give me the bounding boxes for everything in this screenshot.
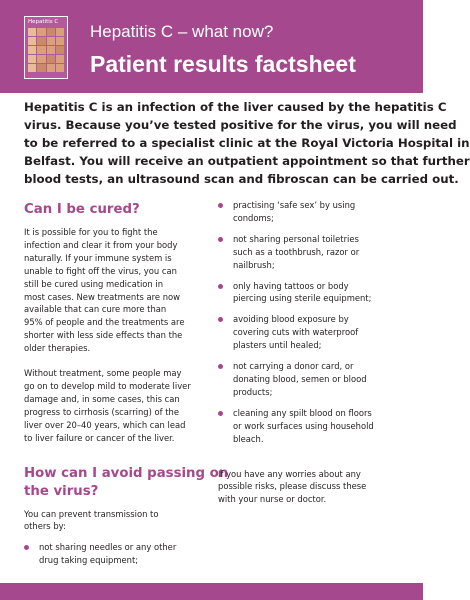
leaflet-cover-thumbnail xyxy=(24,16,68,79)
header-subtitle: Hepatitis C – what now? xyxy=(90,22,274,41)
list-item xyxy=(218,280,400,306)
list-item xyxy=(218,199,400,225)
text-line: naturally. If your immune system is xyxy=(24,252,172,263)
text-line: It is possible for you to fight the xyxy=(24,227,158,237)
closing-paragraph xyxy=(218,468,400,507)
right-column xyxy=(218,199,400,506)
left-column xyxy=(24,201,229,567)
text-line: Without treatment, some people may xyxy=(24,368,182,379)
list-item xyxy=(218,360,400,399)
text-line: liver over 20–40 years, which can lead xyxy=(24,419,186,430)
text-line: not carrying a donor card, or xyxy=(233,361,354,372)
text-line: practising ‘safe sex’ by using xyxy=(233,200,356,210)
text-line: unable to fight off the virus, you can xyxy=(24,265,177,276)
text-line: available that can cure more than xyxy=(24,304,167,315)
intro-line: virus. Because you’ve tested positive for the virus, you will need xyxy=(24,118,457,132)
list-item xyxy=(218,407,400,446)
text-line: condoms; xyxy=(233,212,274,223)
text-line: cleaning any spilt blood on floors xyxy=(233,407,372,418)
list-item xyxy=(24,541,204,567)
intro-line: blood tests, an ultrasound scan and fibroscan can be carried out. xyxy=(24,172,459,186)
text-line: donating blood, semen or blood xyxy=(233,373,367,384)
text-line: avoiding blood exposure by xyxy=(233,314,349,325)
intro-line: to be referred to a specialist clinic at the Royal Victoria Hospital in xyxy=(24,136,470,150)
text-line: plasters until healed; xyxy=(233,340,322,351)
bullet-icon xyxy=(218,364,223,369)
text-line: infection and clear it from your body xyxy=(24,239,178,250)
bullet-icon xyxy=(218,411,223,416)
text-line: most cases. New treatments are now xyxy=(24,291,180,302)
intro-paragraph xyxy=(24,98,470,188)
text-line: not sharing personal toiletries xyxy=(233,233,359,244)
text-line: shorter with less side effects than the xyxy=(24,330,183,341)
text-line: with your nurse or doctor. xyxy=(218,494,327,505)
text-line: possible risks, please discuss these xyxy=(218,481,367,492)
text-line: 95% of people and the treatments are xyxy=(24,317,185,328)
section-heading-cured: Can I be cured? xyxy=(24,202,140,217)
bullet-icon xyxy=(218,237,223,242)
page-title: Patient results factsheet xyxy=(90,51,356,77)
text-line: go on to develop mild to moderate liver xyxy=(24,380,191,391)
text-line: You can prevent transmission to xyxy=(24,508,159,519)
intro-line: Hepatitis C is an infection of the liver caused by the hepatitis C xyxy=(24,100,447,114)
cured-paragraph-1 xyxy=(24,226,204,355)
text-line: progress to cirrhosis (scarring) of the xyxy=(24,406,180,417)
text-line: damage and, in some cases, this can xyxy=(24,393,180,404)
text-line: bleach. xyxy=(233,433,264,444)
text-line: still be cured using medication in xyxy=(24,278,164,289)
text-line: products; xyxy=(233,386,273,397)
text-line: such as a toothbrush, razor or xyxy=(233,246,360,257)
footer-bar xyxy=(0,583,423,600)
section-heading-avoid xyxy=(24,465,229,501)
text-line: to liver failure or cancer of the liver. xyxy=(24,432,175,443)
text-line: or work surfaces using household xyxy=(233,420,374,431)
intro-line: Belfast. You will receive an outpatient appointment so that further xyxy=(24,154,470,168)
bullet-list-left xyxy=(24,541,204,567)
text-line: covering cuts with waterproof xyxy=(233,327,359,338)
bullet-icon xyxy=(218,317,223,322)
bullet-icon xyxy=(24,545,29,550)
text-line: If you have any worries about any xyxy=(218,468,361,479)
header-banner xyxy=(0,0,423,93)
bullet-list-right xyxy=(218,199,400,446)
thumbnail-photo-grid xyxy=(28,28,64,72)
bullet-icon xyxy=(218,284,223,289)
text-line: only having tattoos or body xyxy=(233,280,349,291)
text-line: piercing using sterile equipment; xyxy=(233,293,372,304)
text-line: nailbrush; xyxy=(233,259,275,270)
text-line: not sharing needles or any other xyxy=(39,542,177,553)
list-item xyxy=(218,313,400,352)
cured-paragraph-2 xyxy=(24,367,204,444)
text-line: others by: xyxy=(24,521,66,532)
text-line: older therapies. xyxy=(24,343,91,354)
bullet-icon xyxy=(218,203,223,208)
heading-line: the virus? xyxy=(24,483,99,499)
avoid-paragraph xyxy=(24,508,204,534)
list-item xyxy=(218,233,400,272)
text-line: drug taking equipment; xyxy=(39,555,139,566)
thumbnail-title: Hepatitis C xyxy=(28,19,59,25)
heading-line: How can I avoid passing on xyxy=(24,465,229,481)
